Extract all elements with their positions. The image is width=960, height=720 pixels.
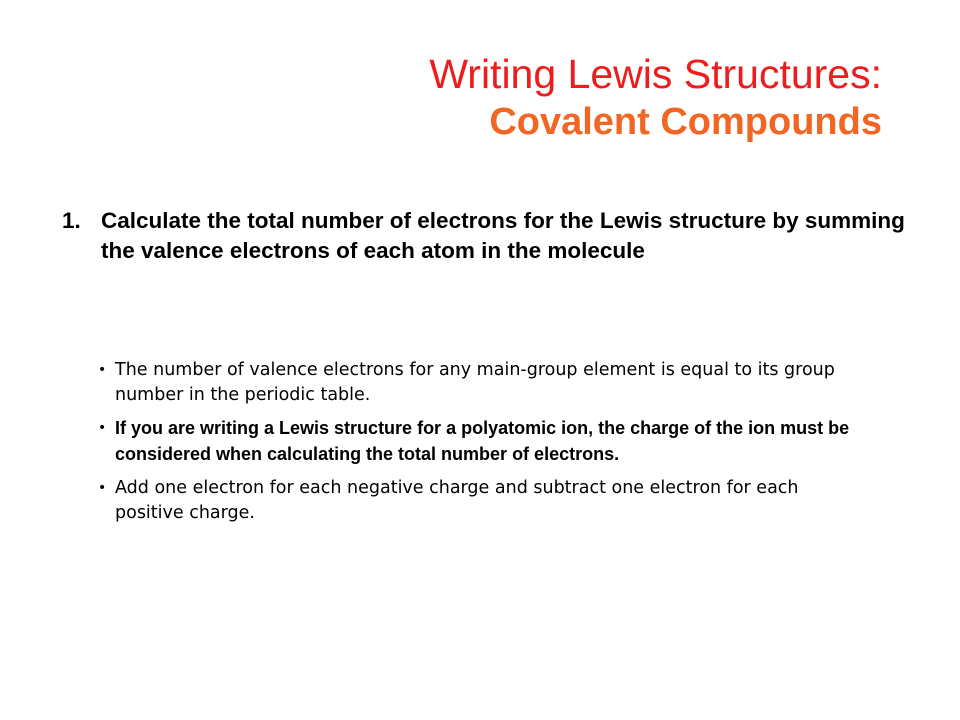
numbered-step: [62, 206, 922, 266]
bullet-text: Add one electron for each negative charge and subtract one electron for each positive charge.: [115, 478, 799, 523]
title-line-1: Writing Lewis Structures:: [429, 51, 882, 97]
bullet-marker: •: [98, 420, 107, 436]
title-line-2: Covalent Compounds: [489, 101, 882, 143]
bullet-marker: •: [98, 362, 107, 378]
bullet-marker: •: [98, 480, 107, 496]
step-text: Calculate the total number of electrons for the Lewis structure by summing the valence electrons of each atom in the molecule: [101, 208, 905, 263]
bullet-text: The number of valence electrons for any main-group element is equal to its group number in the periodic table.: [115, 360, 835, 405]
bullet-text: If you are writing a Lewis structure for a polyatomic ion, the charge of the ion must be considered when calculating the total number of electrons.: [115, 418, 850, 464]
slide-title: [160, 50, 882, 145]
bullet-item: [98, 358, 858, 408]
bullet-item: [98, 476, 858, 526]
bullet-item: [98, 416, 858, 468]
bullet-list: [98, 358, 858, 534]
step-number: 1.: [62, 208, 81, 233]
